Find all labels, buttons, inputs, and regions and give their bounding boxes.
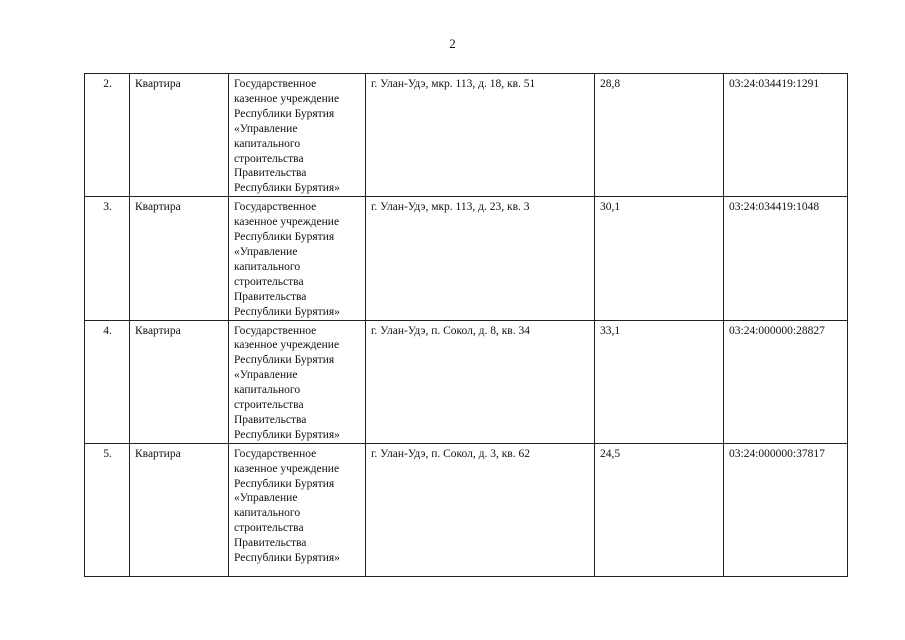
- row-number-cell: 5.: [85, 443, 130, 576]
- owner-organization-cell: [229, 74, 366, 197]
- area-cell: 24,5: [595, 443, 724, 576]
- owner-line: строительства: [234, 152, 304, 165]
- owner-line: Правительства: [234, 290, 307, 303]
- owner-line: Республики Бурятия»: [234, 305, 340, 318]
- owner-line: Республики Бурятия: [234, 107, 335, 120]
- owner-line: Правительства: [234, 167, 307, 180]
- cadastral-number-cell: 03:24:034419:1048: [724, 197, 848, 320]
- owner-line: капитального: [234, 507, 301, 520]
- owner-line: Республики Бурятия»: [234, 552, 340, 565]
- owner-line: капитального: [234, 260, 301, 273]
- row-number-cell: 2.: [85, 74, 130, 197]
- owner-organization-cell: [229, 320, 366, 443]
- owner-line: Республики Бурятия: [234, 354, 335, 367]
- area-cell: 33,1: [595, 320, 724, 443]
- owner-line: Государственное: [234, 201, 317, 214]
- owner-line: Республики Бурятия»: [234, 182, 340, 195]
- owner-line: строительства: [234, 399, 304, 412]
- owner-line: казенное учреждение: [234, 339, 340, 352]
- row-number-cell: 4.: [85, 320, 130, 443]
- address-cell: г. Улан-Удэ, мкр. 113, д. 18, кв. 51: [366, 74, 595, 197]
- area-cell: 30,1: [595, 197, 724, 320]
- table-body: [85, 74, 848, 577]
- owner-line: Правительства: [234, 537, 307, 550]
- owner-line: Государственное: [234, 78, 317, 90]
- owner-line: капитального: [234, 137, 301, 150]
- cadastral-number-cell: 03:24:034419:1291: [724, 74, 848, 197]
- object-type-cell: Квартира: [130, 74, 229, 197]
- owner-line: Республики Бурятия: [234, 477, 335, 490]
- page-number: 2: [449, 36, 456, 51]
- address-cell: г. Улан-Удэ, мкр. 113, д. 23, кв. 3: [366, 197, 595, 320]
- owner-line: казенное учреждение: [234, 216, 340, 229]
- owner-organization-cell: [229, 443, 366, 576]
- area-cell: 28,8: [595, 74, 724, 197]
- owner-line: «Управление: [234, 245, 298, 258]
- table-row: [85, 320, 848, 443]
- owner-line: «Управление: [234, 369, 298, 382]
- owner-line: капитального: [234, 384, 301, 397]
- owner-line: Правительства: [234, 413, 307, 426]
- table-row: [85, 74, 848, 197]
- row-number-cell: 3.: [85, 197, 130, 320]
- cadastral-number-cell: 03:24:000000:37817: [724, 443, 848, 576]
- cadastral-number-cell: 03:24:000000:28827: [724, 320, 848, 443]
- owner-line: Государственное: [234, 324, 317, 337]
- owner-line: Государственное: [234, 447, 317, 460]
- address-cell: г. Улан-Удэ, п. Сокол, д. 8, кв. 34: [366, 320, 595, 443]
- address-cell: г. Улан-Удэ, п. Сокол, д. 3, кв. 62: [366, 443, 595, 576]
- property-table: [84, 73, 848, 577]
- owner-line: строительства: [234, 275, 304, 288]
- owner-line: «Управление: [234, 492, 298, 505]
- owner-line: «Управление: [234, 122, 298, 135]
- owner-line: Республики Бурятия: [234, 231, 335, 244]
- table-row: [85, 443, 848, 576]
- object-type-cell: Квартира: [130, 320, 229, 443]
- table-row: [85, 197, 848, 320]
- object-type-cell: Квартира: [130, 197, 229, 320]
- owner-organization-cell: [229, 197, 366, 320]
- owner-line: строительства: [234, 522, 304, 535]
- owner-line: Республики Бурятия»: [234, 428, 340, 441]
- owner-line: казенное учреждение: [234, 92, 340, 105]
- object-type-cell: Квартира: [130, 443, 229, 576]
- owner-line: казенное учреждение: [234, 462, 340, 475]
